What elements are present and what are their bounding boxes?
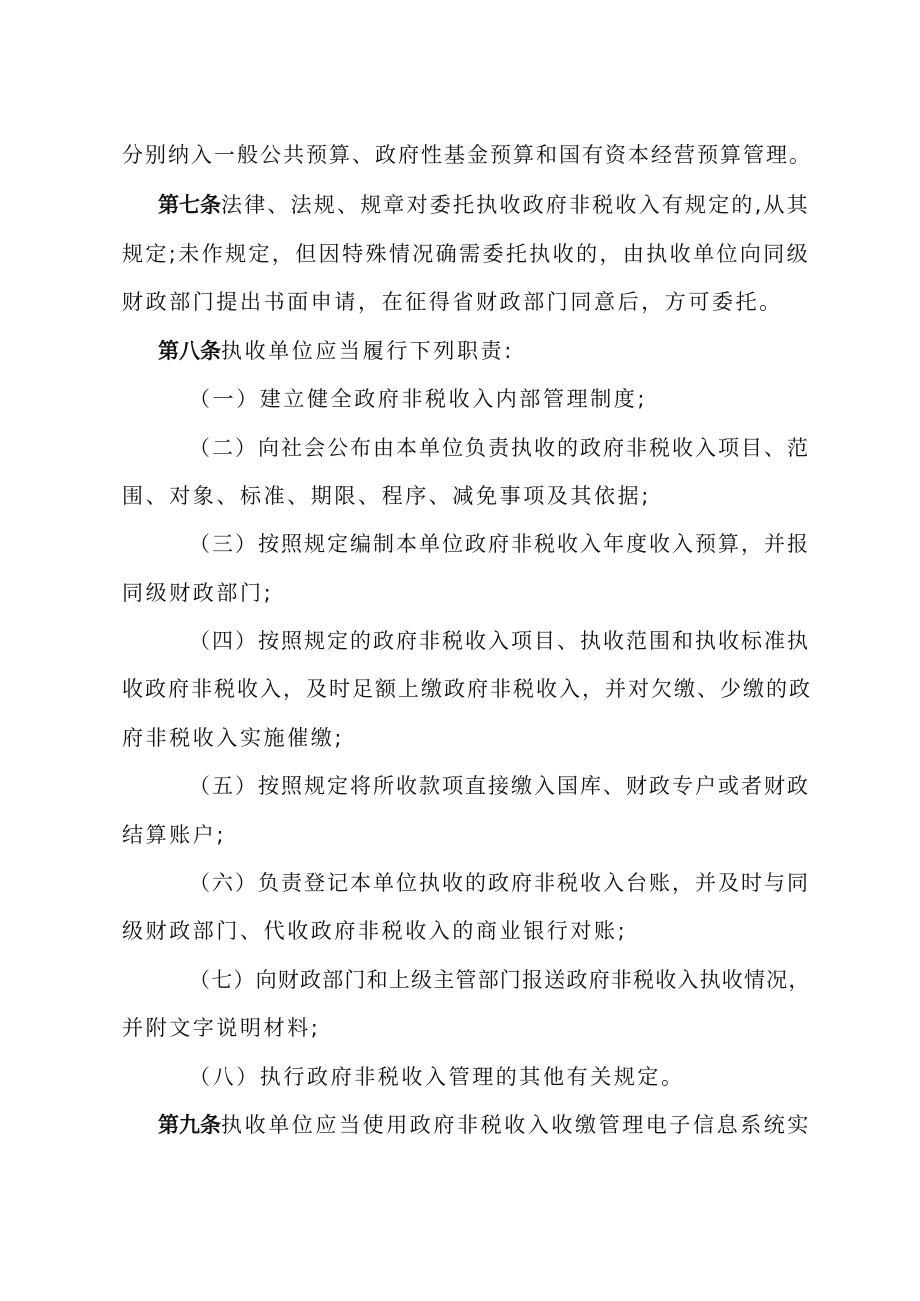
text-line: 结算账户; bbox=[122, 823, 227, 847]
list-item: （五）按照规定将所收款项直接缴入国库、财政专户或者财政 bbox=[189, 774, 810, 798]
text-line: 级财政部门、代收政府非税收入的商业银行对账; bbox=[122, 919, 628, 943]
text-line: 同级财政部门; bbox=[122, 581, 274, 605]
list-item: （八）执行政府非税收入管理的其他有关规定。 bbox=[189, 1065, 685, 1089]
article-7-label: 第七条 bbox=[158, 193, 221, 217]
article-7-paragraph bbox=[158, 187, 812, 223]
text-line: 分别纳入一般公共预算、政府性基金预算和国有资本经营预算管理。 bbox=[122, 143, 812, 167]
list-item: （六）负责登记本单位执收的政府非税收入台账，并及时与同 bbox=[189, 871, 810, 895]
text-line: 并附文字说明材料; bbox=[122, 1016, 321, 1040]
article-8-paragraph bbox=[158, 333, 812, 369]
text-line: 收政府非税收入，及时足额上缴政府非税收入，并对欠缴、少缴的政 bbox=[122, 677, 812, 701]
text-line: 财政部门提出书面申请，在征得省财政部门同意后，方可委托。 bbox=[122, 290, 783, 314]
article-8-label: 第八条 bbox=[158, 339, 221, 363]
text-line: 规定;未作规定，但因特殊情况确需委托执收的，由执收单位向同级 bbox=[122, 242, 811, 266]
list-item: （七）向财政部门和上级主管部门报送政府非税收入执收情况， bbox=[189, 968, 811, 992]
list-item: （四）按照规定的政府非税收入项目、执收范围和执收标准执 bbox=[189, 629, 810, 653]
article-9-paragraph bbox=[158, 1107, 812, 1143]
list-item: （二）向社会公布由本单位负责执收的政府非税收入项目、范 bbox=[189, 436, 810, 460]
text-line: 法律、法规、规章对委托执收政府非税收入有规定的,从其 bbox=[221, 193, 810, 217]
article-9-label: 第九条 bbox=[158, 1113, 221, 1137]
text-line: 围、对象、标准、期限、程序、减免事项及其依据; bbox=[122, 484, 651, 508]
text-line: 执收单位应当履行下列职责: bbox=[221, 339, 514, 363]
text-line: 府非税收入实施催缴; bbox=[122, 726, 345, 750]
list-item: （一）建立健全政府非税收入内部管理制度; bbox=[189, 387, 648, 411]
text-line: 执收单位应当使用政府非税收入收缴管理电子信息系统实 bbox=[221, 1113, 811, 1137]
list-item: （三）按照规定编制本单位政府非税收入年度收入预算，并报 bbox=[189, 532, 810, 556]
